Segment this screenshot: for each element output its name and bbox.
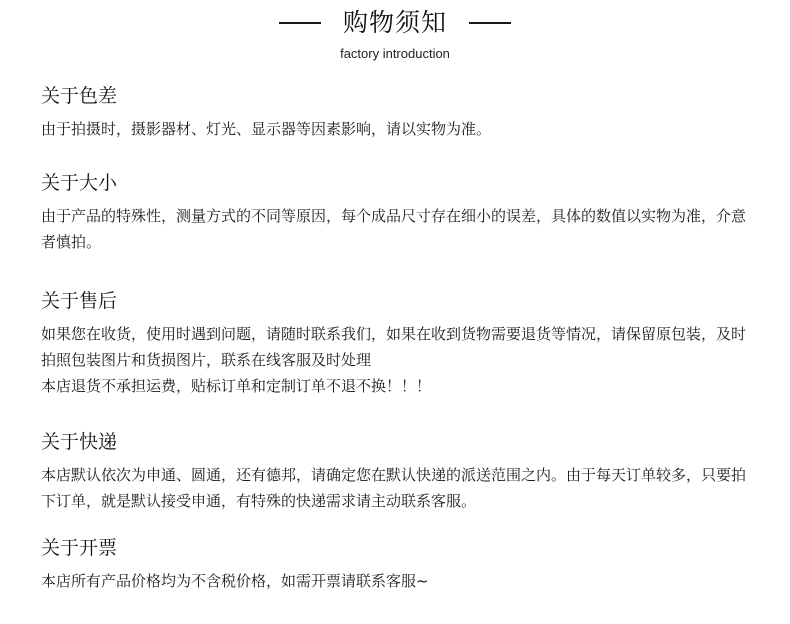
page-header [0, 0, 790, 70]
section-size [41, 171, 751, 255]
section-delivery [41, 430, 751, 514]
section-body [41, 321, 751, 399]
section-text: 本店退货不承担运费，贴标订单和定制订单不退不换！！！ [41, 377, 432, 395]
page-subtitle: factory introduction [340, 46, 450, 61]
section-heading: 关于开票 [41, 537, 118, 559]
title-right-rule [469, 22, 511, 24]
section-text: 由于产品的特殊性，测量方式的不同等原因，每个成品尺寸存在细小的误差，具体的数值以实物为准，介意者慎拍。 [41, 207, 747, 251]
page-title: 购物须知 [342, 8, 447, 37]
title-left-rule [279, 22, 321, 24]
section-text: 由于拍摄时，摄影器材、灯光、显示器等因素影响，请以实物为准。 [41, 120, 492, 138]
section-heading: 关于快递 [41, 431, 118, 453]
section-after-sales [41, 289, 751, 399]
section-body [41, 462, 751, 514]
section-body [41, 116, 751, 142]
section-color-difference [41, 84, 751, 142]
section-heading: 关于大小 [41, 172, 118, 194]
section-heading: 关于售后 [41, 290, 118, 312]
section-body [41, 203, 751, 255]
section-text: 如果您在收货，使用时遇到问题，请随时联系我们，如果在收到货物需要退货等情况，请保留原包装，及时拍照包装图片和货损图片，联系在线客服及时处理 [41, 325, 747, 369]
section-invoice [41, 536, 751, 594]
section-heading: 关于色差 [41, 85, 118, 107]
title-row [0, 6, 790, 40]
section-body [41, 568, 751, 594]
section-text: 本店所有产品价格均为不含税价格，如需开票请联系客服~ [41, 572, 429, 590]
section-text: 本店默认依次为申通、圆通，还有德邦，请确定您在默认快递的派送范围之内。由于每天订单较多，只要拍下订单，就是默认接受申通，有特殊的快递需求请主动联系客服。 [41, 466, 747, 510]
